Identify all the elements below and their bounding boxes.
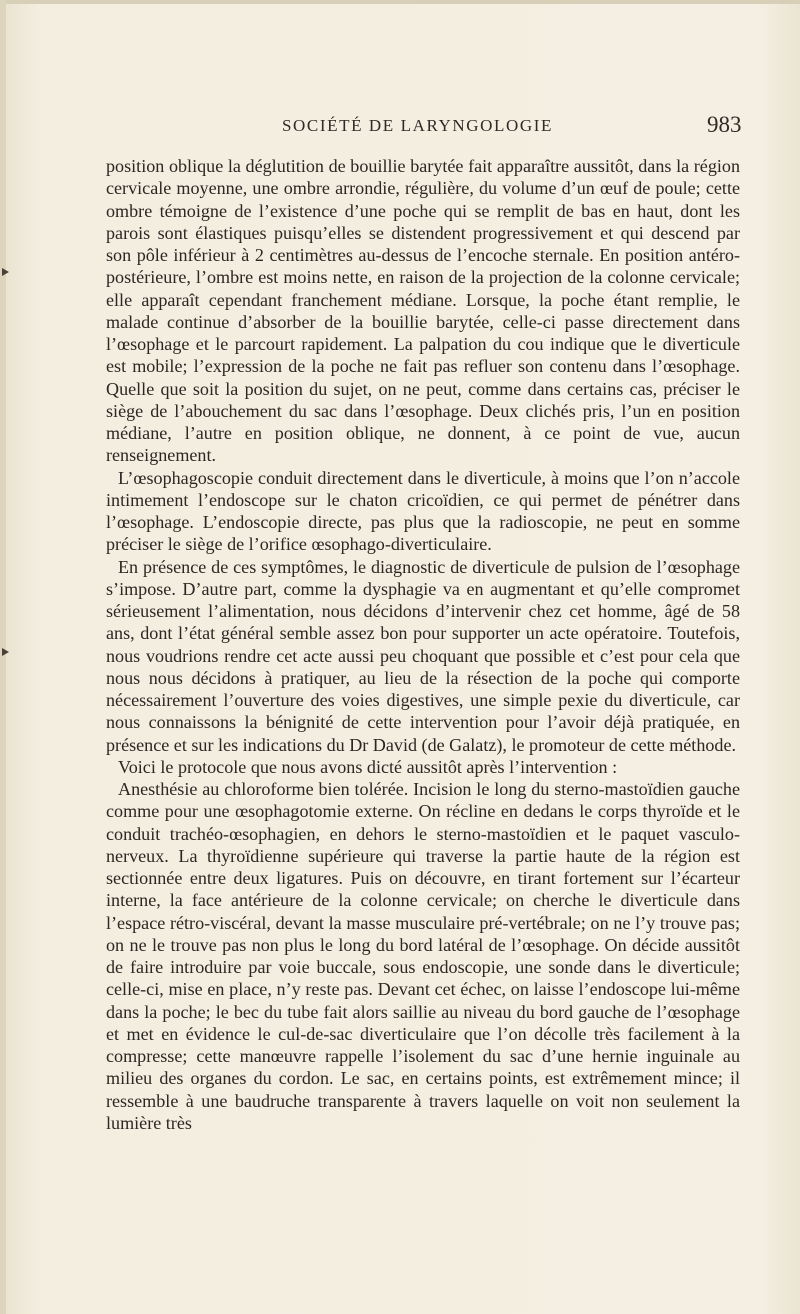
page-number: 983 [707,112,742,137]
paragraph: Voici le protocole que nous avons dicté aussitôt après l’intervention : [118,756,618,777]
body-text [106,155,740,1134]
margin-arrow-mark [2,268,9,276]
page-top-edge [0,0,800,4]
paragraph: position oblique la déglutition de bouillie barytée fait apparaître aussitôt, dans la région cervicale moyenne, une ombre arrondie, régulière, du volume d’un œuf de poule; cette ombre témoigne de l’existence d’une poche qui se remplit de bas en haut, dont les parois sont élastiques puisqu’elles se distendent progressivement et qui descend par son pôle inférieur à 2 centimètres au-dessus de l’encoche sternale. En position antéro-postérieure, l’ombre est moins nette, en raison de la projection de la colonne cervicale; elle apparaît cependant franchement médiane. Lorsque, la poche étant remplie, le malade continue d’absorber de la bouillie barytée, celle-ci passe directement dans l’œsophage et le parcourt rapidement. La palpation du cou indique que le diverticule est mobile; l’expression de la poche ne fait pas refluer son contenu dans l’œsophage. Quelle que soit la position du sujet, on ne peut, comme dans certains cas, préciser le siège de l’abouchement du sac dans l’œsophage. Deux clichés pris, l’un en position médiane, l’autre en position oblique, ne donnent, à ce point de vue, aucun renseignement. [106,156,740,466]
paragraph: Anesthésie au chloroforme bien tolérée. Incision le long du sterno-mastoïdien gauche comme pour une œsophagotomie externe. On récline en dedans le corps thyroïde et le conduit trachéo-œsophagien, en dehors le sterno-mastoïdien et le paquet vasculo-nerveux. La thyroïdienne supérieure qui traverse la partie haute de la région est sectionnée entre deux ligatures. Puis on découvre, en tirant fortement sur l’écarteur interne, la face antérieure de la colonne cervicale; on cherche le diverticule dans l’espace rétro-viscéral, devant la masse musculaire pré-vertébrale; on ne l’y trouve pas; on ne le trouve pas non plus le long du bord latéral de l’œsophage. On décide aussitôt de faire introduire par voie buccale, sous endoscopie, une sonde dans le diverticule; celle-ci, mise en place, n’y reste pas. Devant cet échec, on laisse l’endoscope lui-même dans la poche; le bec du tube fait alors saillie au niveau du bord gauche de l’œsophage et met en évidence le cul-de-sac diverticulaire que l’on décolle très facilement à la compresse; cette manœuvre rappelle l’isolement du sac d’une hernie inguinale au milieu des organes du cordon. Le sac, en certains points, est extrêmement mince; il ressemble à une baudruche transparente à travers laquelle on voit non seulement la lumière très [106,779,740,1133]
margin-arrow-mark [2,648,9,656]
paragraph: L’œsophagoscopie conduit directement dans le diverticule, à moins que l’on n’accole intimement l’endoscope sur le chaton cricoïdien, ce qui permet de pénétrer dans l’œsophage. L’endoscopie directe, pas plus que la radioscopie, ne peut en somme préciser le siège de l’orifice œsophago-diverticulaire. [106,467,740,555]
page-binding-edge [0,0,6,1314]
running-title: SOCIÉTÉ DE LARYNGOLOGIE [282,116,553,135]
page-header [0,112,800,144]
paragraph: En présence de ces symptômes, le diagnostic de diverticule de pulsion de l’œsophage s’impose. D’autre part, comme la dysphagie va en augmentant et qu’elle compromet sérieusement l’alimentation, nous décidons d’intervenir chez cet homme, âgé de 58 ans, dont l’état général semble assez bon pour supporter un acte opératoire. Toutefois, nous voudrions rendre cet acte aussi peu choquant que possible et c’est pour cela que nous nous décidons à pratiquer, au lieu de la résection de la poche qui comporte nécessairement l’ouverture des voies digestives, une simple pexie du diverticule, car nous connaissons la bénignité de cette intervention pour l’avoir déjà pratiquée, en présence et sur les indications du Dr David (de Galatz), le promoteur de cette méthode. [106,556,740,755]
